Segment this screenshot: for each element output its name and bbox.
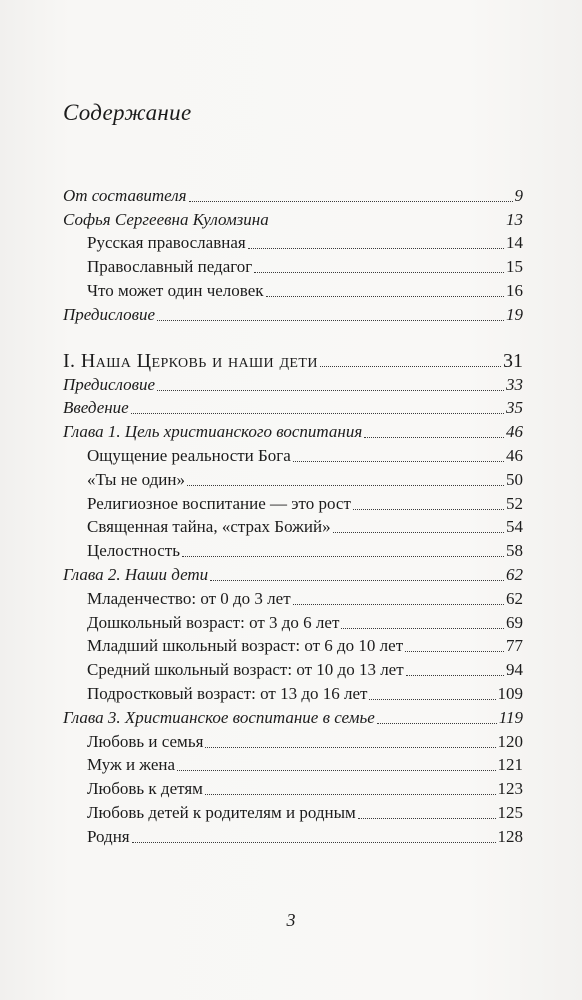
toc-entry-page: 62 [506, 588, 523, 608]
toc-entry-title: Любовь и семья [87, 731, 204, 751]
toc-entry-title: I. Наша Церковь и наши дети [63, 349, 318, 372]
dot-leader [157, 390, 504, 391]
toc-entry [63, 301, 523, 325]
toc-entry-page: 69 [506, 612, 523, 632]
toc-entry [63, 418, 523, 442]
dot-leader [405, 651, 504, 652]
dot-leader [266, 296, 505, 297]
dot-leader [364, 437, 504, 438]
dot-leader [377, 723, 497, 724]
dot-leader [187, 485, 504, 486]
toc-entry [63, 728, 523, 752]
toc-entry [63, 206, 523, 230]
toc-entry-title: Родня [87, 826, 130, 846]
toc-entry [63, 325, 523, 371]
dot-leader [157, 320, 504, 321]
toc-entry-page: 16 [506, 280, 523, 300]
toc-entry-page: 119 [498, 707, 523, 727]
dot-leader [293, 461, 504, 462]
toc-entry-page: 15 [506, 257, 523, 277]
toc-entry-title: Православный педагог [87, 257, 253, 277]
toc-entry-title: Младший школьный возраст: от 6 до 10 лет [87, 636, 404, 656]
dot-leader [406, 675, 504, 676]
dot-leader [177, 770, 495, 771]
dot-leader [210, 580, 504, 581]
dot-leader [293, 604, 504, 605]
toc-entry-page: 52 [506, 493, 523, 513]
toc-entry-page: 9 [514, 185, 523, 205]
dot-leader [205, 747, 495, 748]
toc-entry [63, 277, 523, 301]
toc-entry-page: 33 [506, 374, 523, 394]
toc-entry-page: 46 [506, 422, 523, 442]
toc-entry-title: Священная тайна, «страх Божий» [87, 517, 331, 537]
toc-entry [63, 230, 523, 254]
toc-entry-page: 77 [506, 636, 523, 656]
toc-entry-title: Любовь детей к родителям и родным [87, 802, 356, 822]
toc-entry [63, 680, 523, 704]
dot-leader [205, 794, 496, 795]
toc-entry-title: Введение [63, 398, 129, 418]
toc-entry-title: Дошкольный возраст: от 3 до 6 лет [87, 612, 340, 632]
toc-entry-title: Глава 2. Наши дети [63, 564, 209, 584]
toc-entry-page: 14 [506, 233, 523, 253]
toc-entry-page: 58 [506, 541, 523, 561]
toc-entry-page: 19 [506, 304, 523, 324]
toc-entry [63, 656, 523, 680]
toc-entry [63, 775, 523, 799]
toc-entry-title: Предисловие [63, 374, 156, 394]
toc-entry [63, 371, 523, 395]
toc-entry-title: Религиозное воспитание — это рост [87, 493, 351, 513]
toc-entry-title: Глава 3. Христианское воспитание в семье [63, 707, 375, 727]
toc-entry-title: Муж и жена [87, 755, 176, 775]
dot-leader [369, 699, 495, 700]
dot-leader [248, 248, 504, 249]
toc-entry-title: Софья Сергеевна Куломзина [63, 209, 269, 229]
toc-entry [63, 395, 523, 419]
toc-entry-page: 109 [497, 683, 523, 703]
toc-entry [63, 442, 523, 466]
dot-leader [189, 201, 513, 202]
toc-entry [63, 799, 523, 823]
toc-entry-title: Русская православная [87, 233, 246, 253]
dot-leader [358, 818, 496, 819]
toc-entry-page: 62 [506, 564, 523, 584]
toc-entry [63, 585, 523, 609]
toc-entry-page: 35 [506, 398, 523, 418]
toc-entry-page: 31 [503, 349, 523, 372]
dot-leader [131, 413, 504, 414]
dot-leader [132, 842, 496, 843]
toc-entry-title: Любовь к детям [87, 779, 203, 799]
dot-leader [254, 272, 504, 273]
toc-entry [63, 466, 523, 490]
toc-entry [63, 752, 523, 776]
toc-entry-title: Младенчество: от 0 до 3 лет [87, 588, 291, 608]
toc-entry-page: 54 [506, 517, 523, 537]
dot-leader [353, 509, 504, 510]
toc-entry-page: 125 [497, 802, 523, 822]
toc-entry-page: 128 [497, 826, 523, 846]
toc-entry-page: 120 [497, 731, 523, 751]
dot-leader [341, 628, 504, 629]
dot-leader [333, 532, 504, 533]
toc-entry-page: 123 [497, 779, 523, 799]
toc-entry-page: 46 [506, 445, 523, 465]
toc-entry-title: Предисловие [63, 304, 156, 324]
dot-leader [320, 366, 501, 367]
toc-entry-page: 50 [506, 469, 523, 489]
dot-leader [182, 556, 504, 557]
toc-entry-title: «Ты не один» [87, 469, 185, 489]
toc-entry [63, 823, 523, 847]
toc-entry-page: 121 [497, 755, 523, 775]
toc-entry-title: Что может один человек [87, 280, 264, 300]
toc-entry [63, 514, 523, 538]
toc-entry [63, 633, 523, 657]
toc-entry [63, 704, 523, 728]
toc-heading: Содержание [63, 100, 192, 125]
page-number: 3 [286, 910, 296, 930]
toc-entry-page: 13 [506, 209, 523, 229]
table-of-contents [63, 182, 523, 847]
toc-entry-title: От составителя [63, 185, 187, 205]
toc-entry-title: Подростковый возраст: от 13 до 16 лет [87, 683, 368, 703]
dot-leader [271, 225, 504, 226]
toc-entry [63, 609, 523, 633]
toc-entry [63, 253, 523, 277]
toc-entry-title: Средний школьный возраст: от 10 до 13 лет [87, 660, 404, 680]
toc-entry-title: Ощущение реальности Бога [87, 445, 291, 465]
toc-entry [63, 182, 523, 206]
toc-entry [63, 490, 523, 514]
toc-entry [63, 537, 523, 561]
toc-entry [63, 561, 523, 585]
toc-entry-title: Глава 1. Цель христианского воспитания [63, 422, 363, 442]
toc-entry-page: 94 [506, 660, 523, 680]
toc-entry-title: Целостность [87, 541, 180, 561]
